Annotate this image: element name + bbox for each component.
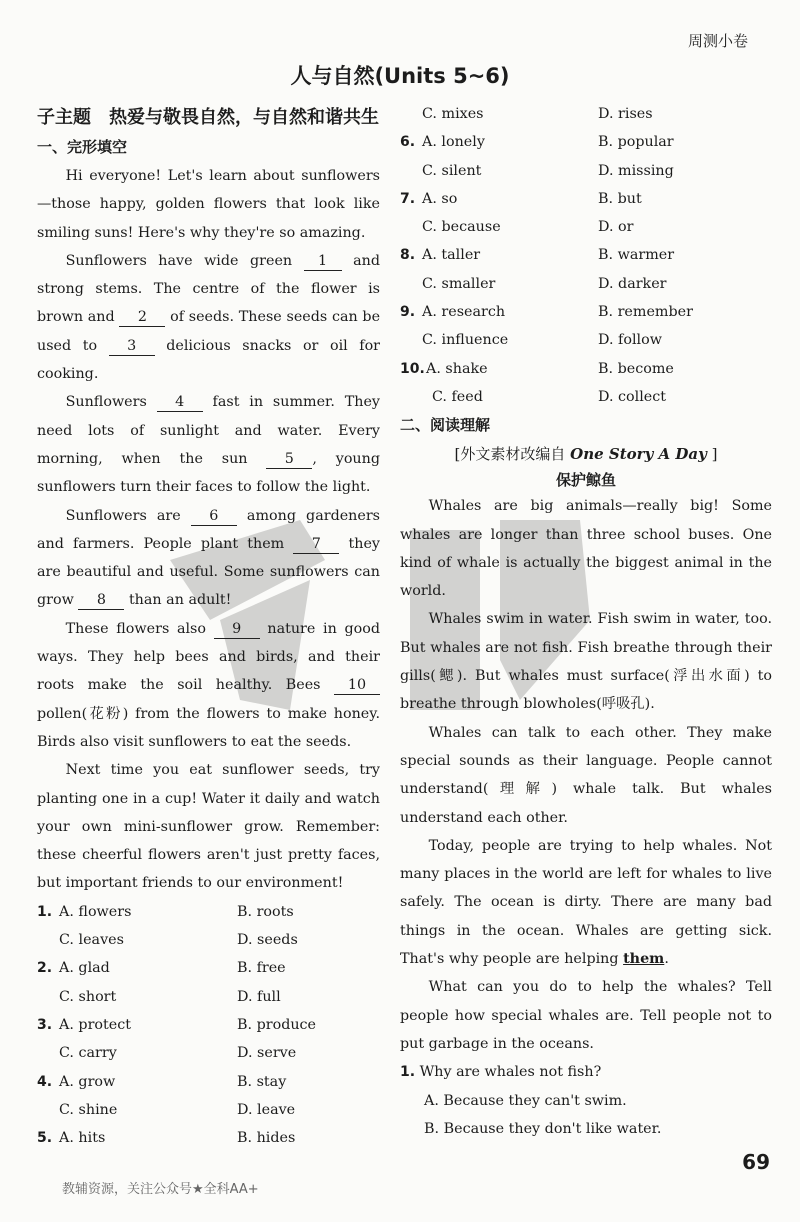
option[interactable]: D. full xyxy=(237,988,281,1005)
blank-10[interactable]: 10 xyxy=(334,676,380,695)
option[interactable]: D. or xyxy=(598,219,634,236)
option[interactable]: A. lonely xyxy=(422,134,485,151)
footer-note: 教辅资源，关注公众号★全科AA+ xyxy=(62,1182,259,1197)
cloze-paragraph-2: Sunflowers have wide green 1 and strong stems. The centre of the flower is brown and 2 of seeds. These seeds can be used to 3 delicious snacks or oil for cooking. xyxy=(37,252,381,383)
option[interactable]: B. warmer xyxy=(598,247,675,264)
header-label: 周测小卷 xyxy=(687,32,748,50)
option[interactable]: C. short xyxy=(59,988,117,1005)
option[interactable]: C. influence xyxy=(422,332,509,349)
option[interactable]: A. taller xyxy=(422,247,481,264)
right-column xyxy=(400,100,772,1143)
option[interactable]: B. but xyxy=(598,190,642,207)
reading-q1-option-b[interactable]: B. Because they don't like water. xyxy=(424,1120,662,1137)
option[interactable]: A. grow xyxy=(59,1073,116,1090)
question-8-row-cd xyxy=(400,270,772,298)
blank-4[interactable]: 4 xyxy=(157,393,203,412)
question-10-row-cd xyxy=(400,383,772,411)
option[interactable]: A. protect xyxy=(59,1016,131,1033)
question-10-row-ab: 10. A. shake B. become xyxy=(400,355,772,383)
question-6-row-cd xyxy=(400,157,772,185)
option[interactable]: C. carry xyxy=(59,1045,117,1062)
option[interactable]: B. free xyxy=(237,960,286,977)
reading-paragraph-1: Whales are big animals—really big! Some whales are longer than three school buses. One kind of whale is actually the biggest animal in the world. xyxy=(400,498,772,600)
option[interactable]: D. follow xyxy=(598,332,662,349)
cloze-heading: 一、完形填空 xyxy=(37,138,128,156)
option[interactable]: A. flowers xyxy=(59,903,132,920)
question-5-row-cd xyxy=(400,100,772,128)
cloze-paragraph-6: Next time you eat sunflower seeds, try planting one in a cup! Water it daily and watch your own mini-sunflower grow. Remember: these cheerful flowers aren't just pretty faces, but important friends to our environment! xyxy=(37,762,380,892)
blank-5[interactable]: 5 xyxy=(266,450,312,469)
option[interactable]: A. shake xyxy=(426,360,488,377)
blank-2[interactable]: 2 xyxy=(119,308,165,327)
option[interactable]: B. roots xyxy=(237,903,294,920)
question-2-row-ab: 2. A. glad B. free xyxy=(37,954,380,982)
subtopic-heading: 子主题 热爱与敬畏自然，与自然和谐共生 xyxy=(37,107,379,128)
source-line: [外文素材改编自 One Story A Day ] xyxy=(454,445,718,464)
question-1-row-cd xyxy=(37,926,380,954)
question-8-row-ab: 8. A. taller B. warmer xyxy=(400,241,772,269)
cloze-options-left xyxy=(37,898,380,1153)
question-4-row-cd xyxy=(37,1096,380,1124)
option[interactable]: A. hits xyxy=(59,1130,106,1147)
option[interactable]: C. leaves xyxy=(59,932,124,949)
option[interactable]: D. missing xyxy=(598,162,674,179)
blank-1[interactable]: 1 xyxy=(304,252,342,271)
option[interactable]: B. become xyxy=(598,360,674,377)
option[interactable]: B. hides xyxy=(237,1130,296,1147)
question-7-row-ab: 7. A. so B. but xyxy=(400,185,772,213)
option[interactable]: A. research xyxy=(422,304,506,321)
option[interactable]: B. produce xyxy=(237,1016,317,1033)
underlined-word: them xyxy=(623,951,665,968)
blank-6[interactable]: 6 xyxy=(191,507,237,526)
question-3-row-ab: 3. A. protect B. produce xyxy=(37,1011,380,1039)
blank-7[interactable]: 7 xyxy=(293,535,339,554)
blank-3[interactable]: 3 xyxy=(109,337,155,356)
reading-question-1: 1. Why are whales not fish? xyxy=(400,1064,602,1081)
cloze-paragraph-4: Sunflowers are 6 among gardeners and farmers. People plant them 7 they are beautiful and useful. Some sunflowers can grow 8 than an adult! xyxy=(37,507,381,609)
page-title: 人与自然(Units 5~6) xyxy=(290,64,510,88)
reading-heading: 二、阅读理解 xyxy=(400,416,491,435)
reading-paragraph-2: Whales swim in water. Fish swim in water, too. But whales are not fish. Fish breathe through their gills(鳃). But whales must surface(浮出水面) to breathe through blowholes(呼吸孔). xyxy=(400,611,772,713)
option[interactable]: C. shine xyxy=(59,1101,118,1118)
option[interactable]: B. popular xyxy=(598,134,674,151)
question-7-row-cd xyxy=(400,213,772,241)
question-9-row-cd xyxy=(400,326,772,354)
question-9-row-ab: 9. A. research B. remember xyxy=(400,298,772,326)
option[interactable]: D. collect xyxy=(598,388,667,405)
reading-paragraph-5: What can you do to help the whales? Tell people how special whales are. Tell people not to put garbage in the oceans. xyxy=(400,979,772,1052)
question-3-row-cd xyxy=(37,1039,380,1067)
question-6-row-ab: 6. A. lonely B. popular xyxy=(400,128,772,156)
reading-paragraph-4: Today, people are trying to help whales. Not many places in the world are left for whales to live safely. The ocean is dirty. There are many bad things in the ocean. Whales are getting sick. That's why people are helping them. xyxy=(400,837,772,968)
cloze-paragraph-1: Hi everyone! Let's learn about sunflowers—those happy, golden flowers that look like smiling suns! Here's why they're so amazing. xyxy=(37,168,380,241)
option[interactable]: C. silent xyxy=(422,162,482,179)
option[interactable]: D. serve xyxy=(237,1045,297,1062)
option[interactable]: A. so xyxy=(422,190,458,207)
option[interactable]: C. smaller xyxy=(422,275,496,292)
option[interactable]: D. rises xyxy=(598,106,653,122)
page-number: 69 xyxy=(742,1150,770,1174)
option[interactable]: B. stay xyxy=(237,1073,287,1090)
option[interactable]: D. seeds xyxy=(237,932,298,949)
passage-title: 保护鲸鱼 xyxy=(555,471,616,490)
option[interactable]: C. feed xyxy=(432,388,483,405)
option[interactable]: C. mixes xyxy=(422,106,484,122)
option[interactable]: D. darker xyxy=(598,275,667,292)
reading-paragraph-3: Whales can talk to each other. They make special sounds as their language. People cannot understand(理解) whale talk. But whales understand each other. xyxy=(400,724,772,826)
question-4-row-ab: 4. A. grow B. stay xyxy=(37,1068,380,1096)
option[interactable]: C. because xyxy=(422,219,501,236)
blank-8[interactable]: 8 xyxy=(78,591,124,610)
option[interactable]: D. leave xyxy=(237,1101,296,1118)
question-1-row-ab: 1. A. flowers B. roots xyxy=(37,898,380,926)
reading-q1-option-a[interactable]: A. Because they can't swim. xyxy=(424,1092,627,1109)
question-5-row-ab: 5. A. hits B. hides xyxy=(37,1124,380,1152)
option[interactable]: B. remember xyxy=(598,304,693,321)
left-column xyxy=(37,100,380,1152)
option[interactable]: A. glad xyxy=(59,960,110,977)
cloze-paragraph-3: Sunflowers 4 fast in summer. They need lots of sunlight and water. Every morning, when the sun 5 , young sunflowers turn their faces to follow the light. xyxy=(37,394,381,496)
blank-9[interactable]: 9 xyxy=(214,620,260,639)
question-2-row-cd xyxy=(37,983,380,1011)
cloze-paragraph-5: These flowers also 9 nature in good ways. They help bees and birds, and their roots make the soil healthy. Bees 10 pollen(花粉) from the flowers to make honey. Birds also visit sunflowers to eat the seeds. xyxy=(37,620,381,750)
